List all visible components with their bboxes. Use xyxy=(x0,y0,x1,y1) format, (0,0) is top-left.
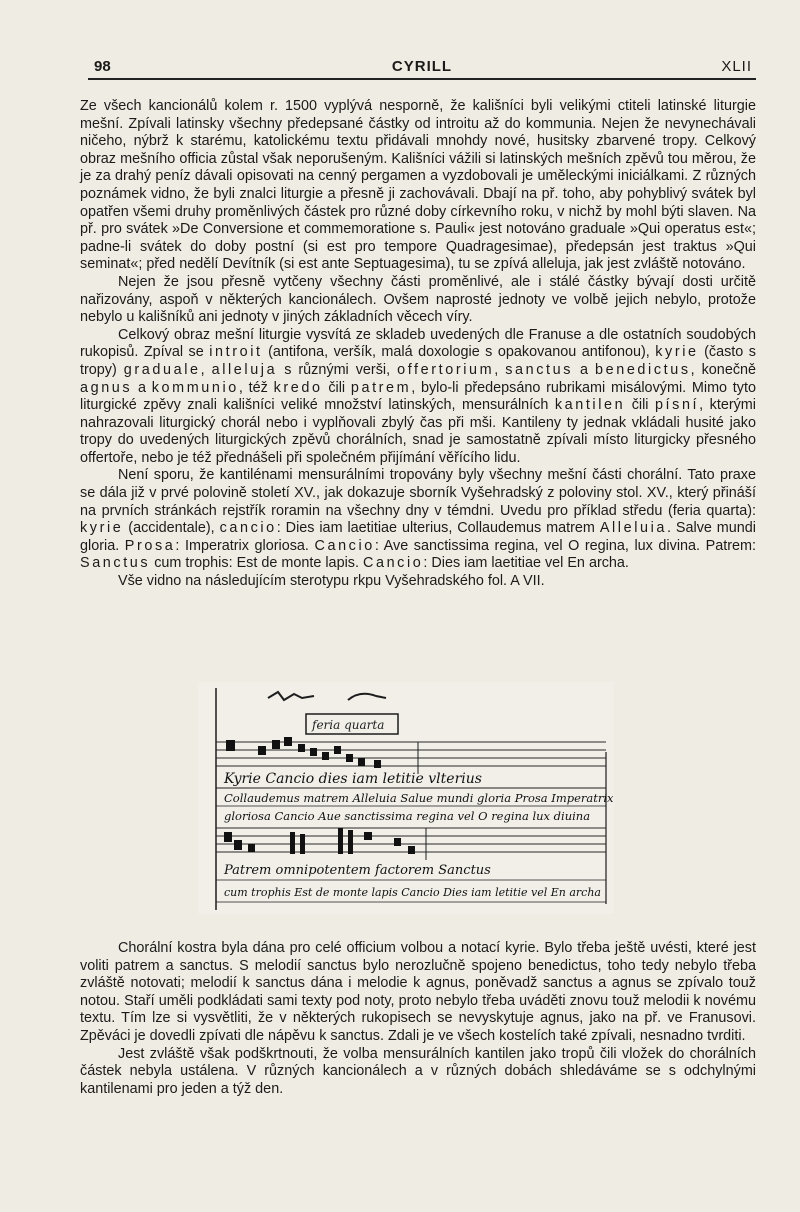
manuscript-line-2: Collaudemus matrem Alleluia Salue mundi gloria Prosa Imperatrix xyxy=(224,791,614,805)
manuscript-image xyxy=(198,682,614,914)
spaced-term: benedictus xyxy=(595,361,691,378)
paragraph xyxy=(80,327,756,468)
spaced-term: kommunio xyxy=(151,379,239,396)
manuscript-facsimile xyxy=(198,682,614,914)
running-header xyxy=(88,58,756,80)
spaced-term: Alleluia xyxy=(599,520,668,537)
text-run: , xyxy=(200,361,212,378)
spaced-term: Cancio xyxy=(314,537,375,554)
page-number: 98 xyxy=(94,58,111,75)
spaced-term: Sanctus xyxy=(80,555,151,572)
manuscript-caption-feria: feria quarta xyxy=(312,718,385,732)
paragraph xyxy=(80,98,756,274)
spaced-term: offertorium xyxy=(397,361,495,378)
text-run: Celkový obraz mešní liturgie vysvítá ze skladeb uvedených dle Franuse a dle ostatních soudobých rukopisů. Zpíval se xyxy=(80,326,756,361)
text-run: : Dies iam laetitiae vel En archa. xyxy=(423,555,629,572)
header-rule xyxy=(88,78,756,80)
spaced-term: alleluja xyxy=(211,361,278,378)
text-run: Ze všech kancionálů kolem r. 1500 vyplývá nesporně, že kališníci byli velikými ctiteli latinské liturgie mešní. Zpívali latinsky všechny předepsané částky od introitu až do kommunia. Nejen že nevynechávali ničeho, nýbrž k starému, katolickému textu přidávali mnohdy nové, husitsky zbarvené tropy. Celkový obraz mešního officia zůstal však neporušeným. Kališníci vážili si latinských mešních zpěvů tou měrou, že je za drahý peníz dávali opisovati na cenný pergamen a vyzdobovali je uměleckými iniciálkami. Z různých poznámek vidno, že byli znalci liturgie a přesně ji zachovávali. Dbají na př. toho, aby pohyblivý svátek byl opatřen všemi druhy proměnlivých částek pro různé doby církevního roku, v nichž by mohl býti slaven. Na př. pro svátek »De Conversione et commemoratione s. Pauli« jest notováno graduale »Qui operatus est«; padne-li svátek do doby postní (si est pro tempore Quadragesimae), předepsán jest traktus »Qui seminat«; před nedělí Devítník (si est ante Septuagesima), tu se zpívá alleluja, jak jest zvláště notováno. xyxy=(80,98,756,273)
manuscript-line-4: Patrem omnipotentem factorem Sanctus xyxy=(224,863,491,878)
spaced-term: kyrie xyxy=(80,520,124,537)
spaced-term: sanctus xyxy=(505,361,574,378)
text-run: a xyxy=(573,361,596,378)
body-text-top xyxy=(80,98,756,591)
spaced-term: cancio xyxy=(219,520,277,537)
spaced-term: graduale xyxy=(123,361,201,378)
text-run: Není sporu, že kantilénami mensurálními tropovány byly všechny mešní části chorální. Tato praxe se dála již v prvé polovině století XV., jak dokazuje sborník Vyšehradský z polovinу stol. XV., který přináší na prvních stránkách rejstřík roramin na všechny dny v témdni. Uvedu pro příklad středu (feria quarta): xyxy=(80,467,756,519)
text-run: (často s tropy) xyxy=(80,344,756,378)
spaced-term: introit xyxy=(209,344,263,361)
spaced-term: agnus xyxy=(80,379,133,396)
spaced-term: Prosa xyxy=(124,537,176,554)
manuscript-line-5: cum trophis Est de monte lapis Cancio Dies iam letitie vel En archa xyxy=(224,886,601,899)
text-run: , konečně xyxy=(690,361,757,378)
paragraph xyxy=(80,467,756,573)
text-run: : Ave sanctissima regina, vel O regina, lux divina. Patrem: xyxy=(374,537,756,554)
spaced-term: kyrie xyxy=(655,344,699,361)
spaced-term: patrem xyxy=(350,379,412,396)
text-run: s různými verši, xyxy=(277,361,398,378)
paragraph xyxy=(80,940,756,1046)
text-run: a xyxy=(132,379,152,396)
text-run: , též xyxy=(238,379,274,396)
manuscript-line-1: Kyrie Cancio dies iam letitie vlterius xyxy=(224,771,482,787)
text-run: Jest zvláště však podškrtnouti, že volba mensurálních kantilen jako tropů čili vložek do chorálních částek nebyla ustálena. V různých kancionálech a v různých dobách shledáváme se s odchylnými kantilenami pro jeden a týž den. xyxy=(80,1045,756,1097)
text-run: . Salve mundi gloria. xyxy=(80,520,757,554)
manuscript-line-3: gloriosa Cancio Aue sanctissima regina vel O regina lux diuina xyxy=(224,809,591,823)
body-text-bottom xyxy=(80,940,756,1098)
text-run: (accidentale), xyxy=(123,520,220,537)
paragraph xyxy=(80,1046,756,1099)
text-run: , xyxy=(494,361,506,378)
text-run: čili xyxy=(322,379,351,396)
running-title: CYRILL xyxy=(391,58,453,75)
spaced-term: kantilen xyxy=(554,397,626,414)
text-run: , kterými nahrazovali liturgický chorál nebo i vyplňovali zbylý čas při mši. Kantileny ty jednak vkládali husité jako tropy do uvedených liturgických zpěvů chorálních, snad je samostatně zpívali místo liturgicky přesného offertoře, nebo je též přednášeli při společném přijímání věřícího lidu. xyxy=(80,397,756,466)
text-run: , bylo-li předepsáno rubrikami misálovými. Mimo tyto liturgické zpěvy znali kališníci veliké množství latinských, mensurálních xyxy=(80,379,756,414)
volume-number: XLII xyxy=(721,58,752,75)
text-run: (antifona, veršík, malá doxologie s opakovanou antifonou), xyxy=(262,344,656,361)
text-run: : Imperatrix gloriosa. xyxy=(175,537,315,554)
spaced-term: Cancio xyxy=(362,555,424,572)
text-run: Nejen že jsou přesně vytčeny všechny části proměnlivé, ale i stálé částky bývají dosti určitě nařizovány, aspoň v některých kancionálech. Ovšem naprosté jednoty ve volbě jejich nebylo, protože nebylo u kališníků ani jednoty v jiných základních věcech víry. xyxy=(80,273,756,326)
paragraph xyxy=(80,274,756,327)
text-run: : Dies iam laetitiae ulterius, Collaudemus matrem xyxy=(276,520,600,537)
paragraph xyxy=(80,573,756,591)
spaced-term: kredo xyxy=(273,379,323,396)
text-run: cum trophis: Est de monte lapis. xyxy=(150,555,363,572)
spaced-term: písní xyxy=(654,397,700,414)
text-run: Chorální kostra byla dána pro celé officium volbou a notací kyrie. Bylo třeba ještě uvésti, které jest voliti patrem a sanctus. S melodií sanctus bylo nerozlučně spojeno benedictus, toho tedy nebylo třeba zvláště notovati; melodií k sanctus dána i melodie k agnus, poněvadž sanctus a agnus se zpívalo touž notou. Staří uměli podkládati sami texty pod noty, proto nebylo třeba uváděti znovu touž melodii k novému textu. Tím lze si vysvětliti, že v některých rukopisech se nevyskytuje agnus, jako na př. ve Franusovi. Zpěváci je dovedli zpívati dle nápěvu k sanctus. Zdali je ve všech kostelích také zpívali, nesnadno tvrditi. xyxy=(80,940,756,1044)
text-run: Vše vidno na následujícím sterotypu rkpu Vyšehradského fol. A VII. xyxy=(118,573,545,590)
text-run: čili xyxy=(625,397,655,414)
